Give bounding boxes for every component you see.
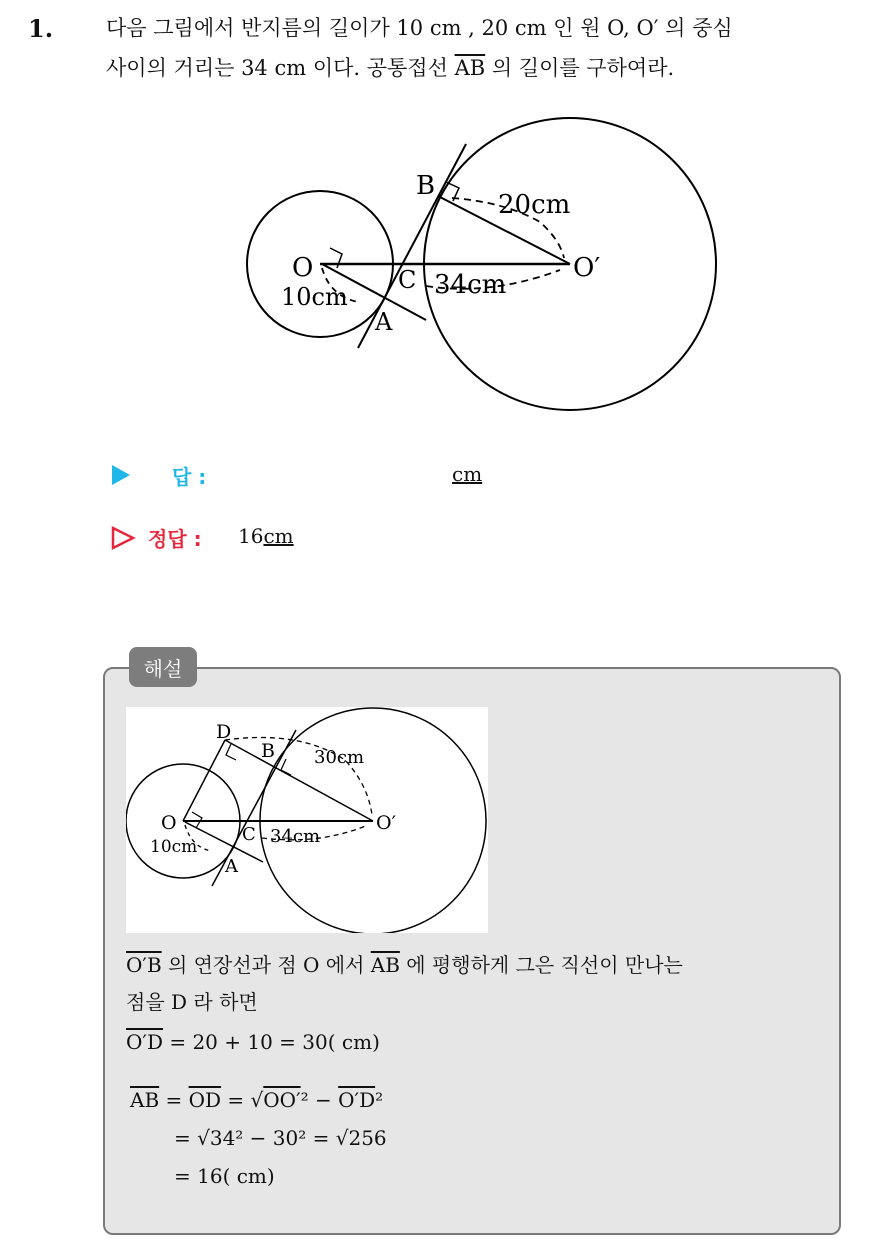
equation-4: = 16( cm) xyxy=(174,1164,275,1188)
answer-label: 답 : xyxy=(172,465,207,489)
label-radius-small: 10cm xyxy=(281,283,348,311)
question-line-1: 다음 그림에서 반지름의 길이가 10 cm , 20 cm 인 원 O, O′ 의 중심 xyxy=(106,16,733,40)
equation-1 xyxy=(126,1029,380,1055)
label-c: C xyxy=(242,824,256,845)
segment-o-prime-b: O′B xyxy=(126,953,162,977)
correct-value: 16 xyxy=(238,524,264,548)
equation-2-square: ² xyxy=(375,1088,384,1112)
segment-od: $\overline{OD}$ xyxy=(188,1088,222,1112)
correct-answer xyxy=(238,524,294,548)
label-a: A xyxy=(225,856,238,877)
label-d: D xyxy=(216,721,232,743)
equation-2-sqrt: = √ xyxy=(221,1088,264,1112)
question-line-2-text: 사이의 거리는 34 cm 이다. 공통접선 xyxy=(106,56,455,80)
explanation-line-1 xyxy=(126,952,683,978)
equation-2-minus: ² − xyxy=(300,1088,339,1112)
problem-figure xyxy=(230,110,730,420)
question-number: 1. xyxy=(28,14,54,43)
label-a: A xyxy=(375,308,393,336)
equation-2-equals: = xyxy=(159,1088,189,1112)
equation-3: = √34² − 30² = √256 xyxy=(174,1126,387,1150)
question-line-2-end: 의 길이를 구하여라. xyxy=(485,56,675,80)
explanation-line-1-end: 에 평행하게 그은 직선이 만나는 xyxy=(399,953,683,977)
label-radius-small: 10cm xyxy=(150,837,198,857)
label-b: B xyxy=(261,740,275,762)
label-distance: 34cm xyxy=(270,826,321,847)
label-o-prime: O′ xyxy=(573,253,601,283)
segment-o-prime-d: O′D xyxy=(338,1088,376,1112)
explanation-tag: 해설 xyxy=(129,647,197,687)
equation-1-rest: = 20 + 10 = 30( cm) xyxy=(162,1030,380,1054)
explanation-line-1-mid: 의 연장선과 점 O 에서 xyxy=(161,953,371,977)
segment-ab: $\overline{AB}$ xyxy=(370,953,400,977)
equation-2 xyxy=(130,1087,383,1113)
explanation-figure xyxy=(126,707,488,933)
label-c: C xyxy=(398,266,417,294)
label-radius-large: 20cm xyxy=(498,190,571,220)
answer-unit: cm xyxy=(452,462,483,486)
question-line-2 xyxy=(106,54,674,82)
label-o: O xyxy=(292,253,314,283)
correct-unit: cm xyxy=(263,524,294,548)
segment-ab: $\overline{AB}$ xyxy=(454,56,486,80)
answer-arrow-icon xyxy=(110,463,132,487)
label-o: O xyxy=(161,812,177,834)
answer-input[interactable] xyxy=(230,460,450,488)
label-o-prime: O′ xyxy=(376,812,396,834)
correct-label: 정답 : xyxy=(148,527,202,551)
label-od-length: 30cm xyxy=(314,747,365,768)
segment-oo-prime: OO′ xyxy=(263,1088,301,1112)
explanation-line-2: 점을 D 라 하면 xyxy=(126,990,258,1014)
segment-o-prime-d: O′D xyxy=(126,1030,163,1054)
correct-arrow-icon xyxy=(110,525,136,551)
label-b: B xyxy=(416,171,436,201)
segment-ab: $\overline{AB}$ xyxy=(130,1088,160,1112)
label-distance: 34cm xyxy=(434,270,507,300)
